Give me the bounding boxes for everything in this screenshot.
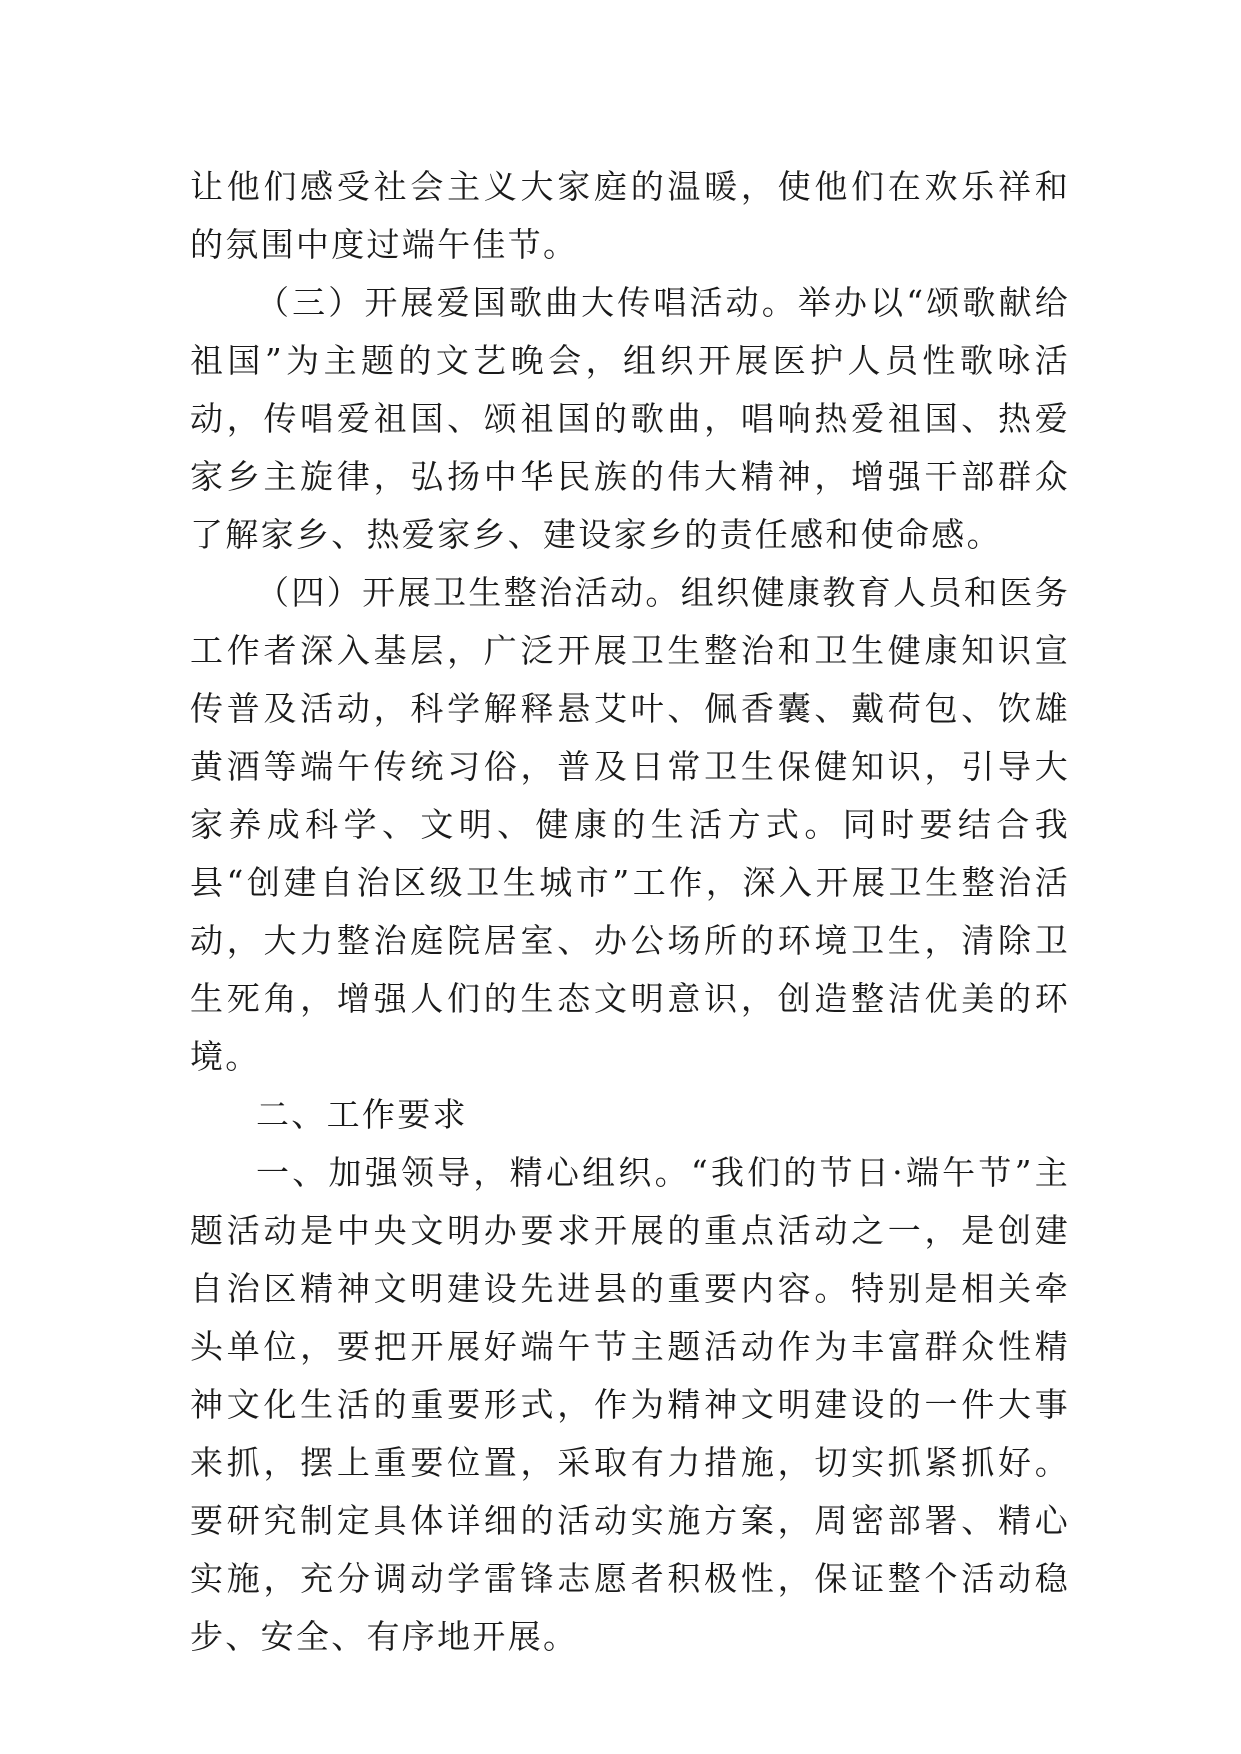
paragraph-item-three: （三）开展爱国歌曲大传唱活动。举办以“颂歌献给祖国”为主题的文艺晚会，组织开展医护人员性歌咏活动，传唱爱祖国、颂祖国的歌曲，唱响热爱祖国、热爱家乡主旋律，弘扬中华民族的伟大精神，增强干部群众了解家乡、热爱家乡、建设家乡的责任感和使命感。: [190, 283, 1070, 554]
body-text: [190, 158, 1070, 1666]
paragraph-continuation: 让他们感受社会主义大家庭的温暖，使他们在欢乐祥和的氛围中度过端午佳节。: [190, 167, 1070, 264]
paragraph-requirement-one: 一、加强领导，精心组织。“我们的节日·端午节”主题活动是中央文明办要求开展的重点活动之一，是创建自治区精神文明建设先进县的重要内容。特别是相关牵头单位，要把开展好端午节主题活动作为丰富群众性精神文化生活的重要形式，作为精神文明建设的一件大事来抓，摆上重要位置，采取有力措施，切实抓紧抓好。要研究制定具体详细的活动实施方案，周密部署、精心实施，充分调动学雷锋志愿者积极性，保证整个活动稳步、安全、有序地开展。: [190, 1153, 1070, 1656]
section-heading-work-requirements: 二、工作要求: [256, 1095, 468, 1134]
paragraph-item-four: （四）开展卫生整治活动。组织健康教育人员和医务工作者深入基层，广泛开展卫生整治和卫生健康知识宣传普及活动，科学解释悬艾叶、佩香囊、戴荷包、饮雄黄酒等端午传统习俗，普及日常卫生保健知识，引导大家养成科学、文明、健康的生活方式。同时要结合我县“创建自治区级卫生城市”工作，深入开展卫生整治活动，大力整治庭院居室、办公场所的环境卫生，清除卫生死角，增强人们的生态文明意识，创造整洁优美的环境。: [190, 573, 1070, 1076]
